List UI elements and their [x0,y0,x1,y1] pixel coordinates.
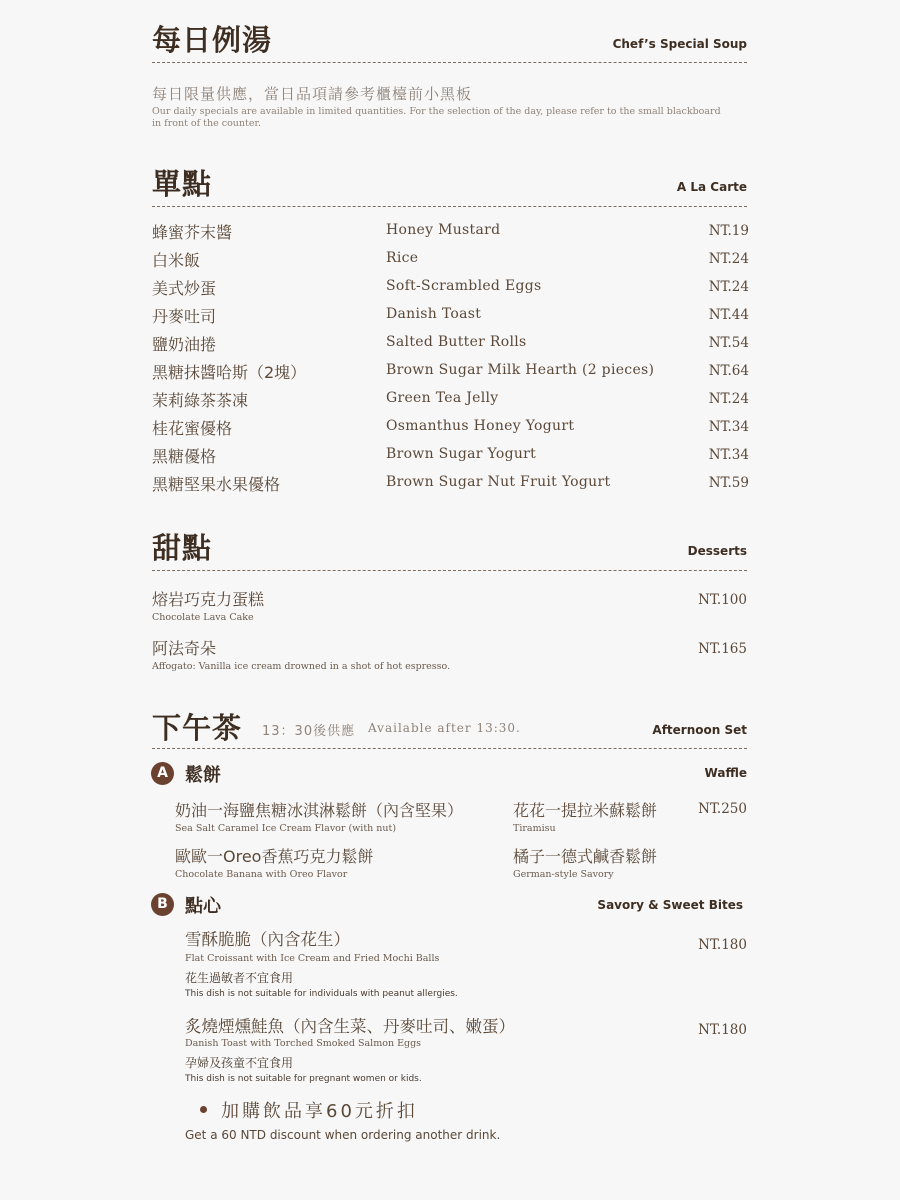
menu-item-zh: 白米飯 [152,251,201,270]
menu-item [152,359,749,387]
bites-title-zh: 點心 [185,896,221,917]
menu-item-price: NT.34 [708,419,749,435]
alacarte-divider [152,206,747,207]
soup-note-en-line1: Our daily specials are available in limited quantities. For the selection of the day, please refer to the small blackboard [152,106,721,117]
alacarte-title-en: A La Carte [676,180,747,194]
afternoon-time-zh: 13：30後供應 [262,724,356,739]
menu-item-zh: 黑糖堅果水果優格 [152,475,281,494]
bites-item-warning-zh: 孕婦及孩童不宜食用 [185,1056,294,1070]
bullet-icon [200,1106,207,1113]
afternoon-title-en: Afternoon Set [652,723,747,737]
waffle-item-en: Sea Salt Caramel Ice Cream Flavor (with nut) [175,823,397,834]
bites-item-price: NT.180 [698,937,747,953]
menu-item-zh: 丹麥吐司 [152,307,217,326]
bites-item-price: NT.180 [698,1022,747,1038]
menu-item-zh: 桂花蜜優格 [152,419,233,438]
dessert-item-price: NT.100 [698,592,747,608]
menu-item-en: Salted Butter Rolls [386,334,527,350]
waffle-item-en: German-style Savory [513,869,614,880]
menu-item-zh: 黑糖抹醬哈斯（2塊） [152,363,307,382]
menu-item-en: Rice [386,250,419,266]
promo-zh: 加購飲品享60元折扣 [221,1101,418,1122]
soup-note-en [152,106,752,130]
menu-item [152,219,749,247]
soup-divider [152,62,747,63]
desserts-divider [152,570,747,571]
soup-note-zh: 每日限量供應，當日品項請參考櫃檯前小黑板 [152,85,473,103]
menu-item [152,443,749,471]
promo-en: Get a 60 NTD discount when ordering another drink. [185,1128,501,1142]
waffle-title-en: Waffle [704,766,747,780]
soup-note-en-line2: in front of the counter. [152,118,261,129]
menu-item-en: Brown Sugar Yogurt [386,446,537,462]
afternoon-title-zh: 下午茶 [152,711,243,745]
menu-item [152,387,749,415]
dessert-item-price: NT.165 [698,641,747,657]
bites-item-zh: 炙燒煙燻鮭魚（內含生菜、丹麥吐司、嫩蛋） [185,1017,515,1036]
menu-item-en: Soft-Scrambled Eggs [386,278,542,294]
menu-item-price: NT.54 [708,335,749,351]
waffle-title-zh: 鬆餅 [185,765,221,786]
bites-title-en: Savory & Sweet Bites [597,898,743,912]
menu-item-en: Honey Mustard [386,222,501,238]
menu-item [152,247,749,275]
waffle-item-zh: 花花一提拉米蘇鬆餅 [513,801,658,820]
menu-item-zh: 鹽奶油捲 [152,335,217,354]
menu-item [152,331,749,359]
waffle-item-en: Chocolate Banana with Oreo Flavor [175,869,348,880]
bites-item-warning-zh: 花生過敏者不宜食用 [185,971,294,985]
dessert-item-en: Affogato: Vanilla ice cream drowned in a shot of hot espresso. [152,661,451,672]
menu-item-price: NT.24 [708,391,749,407]
menu-item [152,415,749,443]
menu-item-en: Brown Sugar Nut Fruit Yogurt [386,474,611,490]
bites-item-en: Danish Toast with Torched Smoked Salmon Eggs [185,1038,422,1049]
menu-item-en: Green Tea Jelly [386,390,499,406]
menu-item [152,471,749,499]
menu-item-price: NT.59 [708,475,749,491]
menu-item-zh: 黑糖優格 [152,447,217,466]
desserts-title-zh: 甜點 [152,531,213,565]
waffle-item-zh: 歐歐一Oreo香蕉巧克力鬆餅 [175,847,374,866]
menu-item-zh: 茉莉綠茶茶凍 [152,391,249,410]
badge-b-icon: B [151,893,174,916]
menu-item [152,303,749,331]
menu-item-zh: 美式炒蛋 [152,279,217,298]
alacarte-title-zh: 單點 [152,167,213,201]
desserts-title-en: Desserts [687,544,747,558]
menu-item-price: NT.44 [708,307,749,323]
dessert-item-zh: 阿法奇朵 [152,639,217,658]
waffle-price: NT.250 [698,801,747,817]
dessert-item-zh: 熔岩巧克力蛋糕 [152,590,265,609]
badge-a-icon: A [151,762,174,785]
dessert-item-en: Chocolate Lava Cake [152,612,254,623]
bites-item-zh: 雪酥脆脆（內含花生） [185,930,350,949]
menu-item-price: NT.24 [708,251,749,267]
menu-item-en: Danish Toast [386,306,482,322]
bites-item-warning-en: This dish is not suitable for pregnant women or kids. [185,1074,422,1084]
bites-item-warning-en: This dish is not suitable for individuals with peanut allergies. [185,989,458,999]
alacarte-list [152,219,749,499]
menu-item [152,275,749,303]
soup-title-zh: 每日例湯 [152,23,273,57]
waffle-item-zh: 奶油一海鹽焦糖冰淇淋鬆餅（內含堅果） [175,801,464,820]
bites-item-en: Flat Croissant with Ice Cream and Fried Mochi Balls [185,953,440,964]
menu-item-zh: 蜂蜜芥末醬 [152,223,233,242]
menu-item-price: NT.24 [708,279,749,295]
menu-item-price: NT.64 [708,363,749,379]
afternoon-divider [152,748,747,749]
soup-title-en: Chef’s Special Soup [612,37,747,51]
menu-item-en: Osmanthus Honey Yogurt [386,418,575,434]
menu-item-en: Brown Sugar Milk Hearth (2 pieces) [386,362,655,378]
menu-item-price: NT.19 [708,223,749,239]
waffle-item-zh: 橘子一德式鹹香鬆餅 [513,847,658,866]
afternoon-time-en: Available after 13:30. [368,721,521,735]
waffle-item-en: Tiramisu [513,823,556,834]
menu-item-price: NT.34 [708,447,749,463]
